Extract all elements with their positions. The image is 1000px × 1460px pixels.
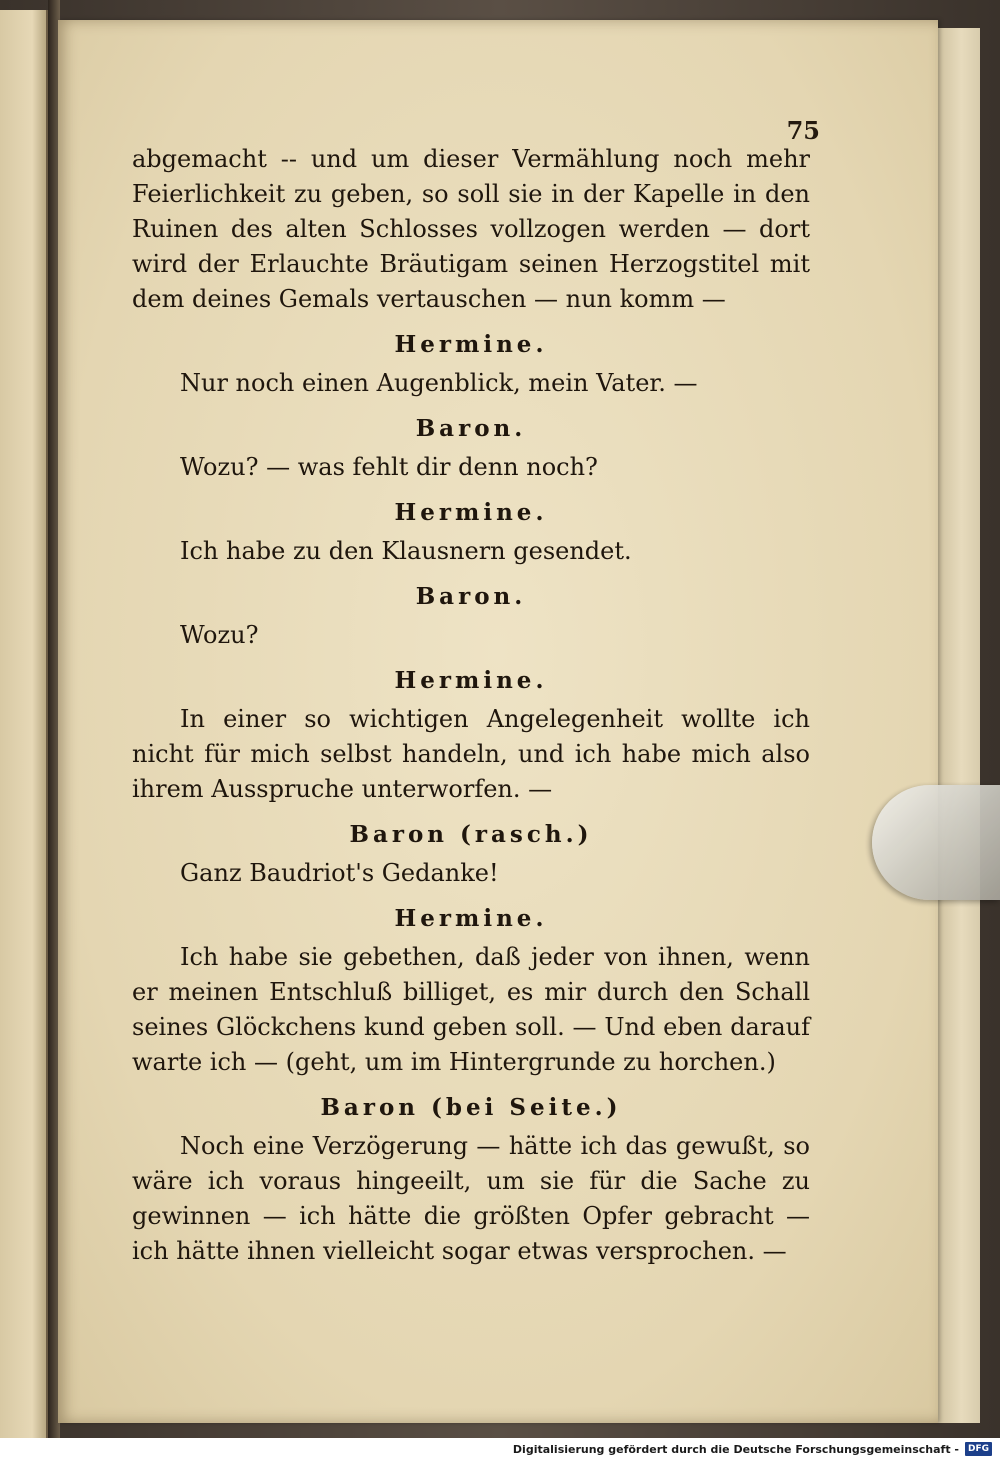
speaker-heading: Baron. xyxy=(415,583,527,610)
dialogue-paragraph: Noch eine Verzögerung — hätte ich das gewußt, so wäre ich voraus hingeeilt, um sie für die Sache zu gewinnen — ich hätte die größten Opfer gebracht — ich hätte ihnen vielleicht sogar etwas versprochen. — xyxy=(132,1132,810,1265)
footer-bar xyxy=(0,1438,1000,1460)
dialogue-paragraph: Nur noch einen Augenblick, mein Vater. — xyxy=(180,369,698,397)
dialogue-paragraph: Wozu? xyxy=(180,621,259,649)
page-number: 75 xyxy=(786,116,820,145)
speaker-heading: Hermine. xyxy=(394,667,548,694)
clear-page-weight-tab xyxy=(872,785,1000,900)
speaker-heading: Hermine. xyxy=(394,331,548,358)
dialogue-paragraph: Ganz Baudriot's Gedanke! xyxy=(180,859,499,887)
speaker-heading: Baron (rasch.) xyxy=(349,821,593,848)
page-stack-edge xyxy=(932,28,980,1423)
speaker-heading: Hermine. xyxy=(394,499,548,526)
dialogue-paragraph: Wozu? — was fehlt dir denn noch? xyxy=(180,453,598,481)
dialogue-paragraph: Ich habe sie gebethen, daß jeder von ihnen, wenn er meinen Entschluß billiget, es mir durch den Schall seines Glöckchens kund geben soll. — Und eben darauf warte ich — (geht, um im Hintergrunde zu horchen.) xyxy=(132,943,810,1076)
speaker-heading: Baron. xyxy=(415,415,527,442)
dfg-logo-icon: DFG xyxy=(965,1442,992,1456)
speaker-heading: Baron (bei Seite.) xyxy=(320,1094,622,1121)
dialogue-paragraph: abgemacht -- und um dieser Vermählung noch mehr Feierlichkeit zu geben, so soll sie in der Kapelle in den Ruinen des alten Schlosses vollzogen werden — dort wird der Erlauchte Bräutigam seinen Herzogstitel mit dem deines Gemals vertauschen — nun komm — xyxy=(132,145,810,313)
dialogue-paragraph: Ich habe zu den Klausnern gesendet. xyxy=(180,537,632,565)
facing-page-edge xyxy=(0,10,48,1438)
dialogue-paragraph: In einer so wichtigen Angelegenheit wollte ich nicht für mich selbst handeln, und ich habe mich also ihrem Ausspruche unterworfen. — xyxy=(132,705,810,803)
speaker-heading: Hermine. xyxy=(394,905,548,932)
funding-notice: Digitalisierung gefördert durch die Deutsche Forschungsgemeinschaft - xyxy=(512,1442,959,1456)
page-text-body xyxy=(132,142,810,1269)
